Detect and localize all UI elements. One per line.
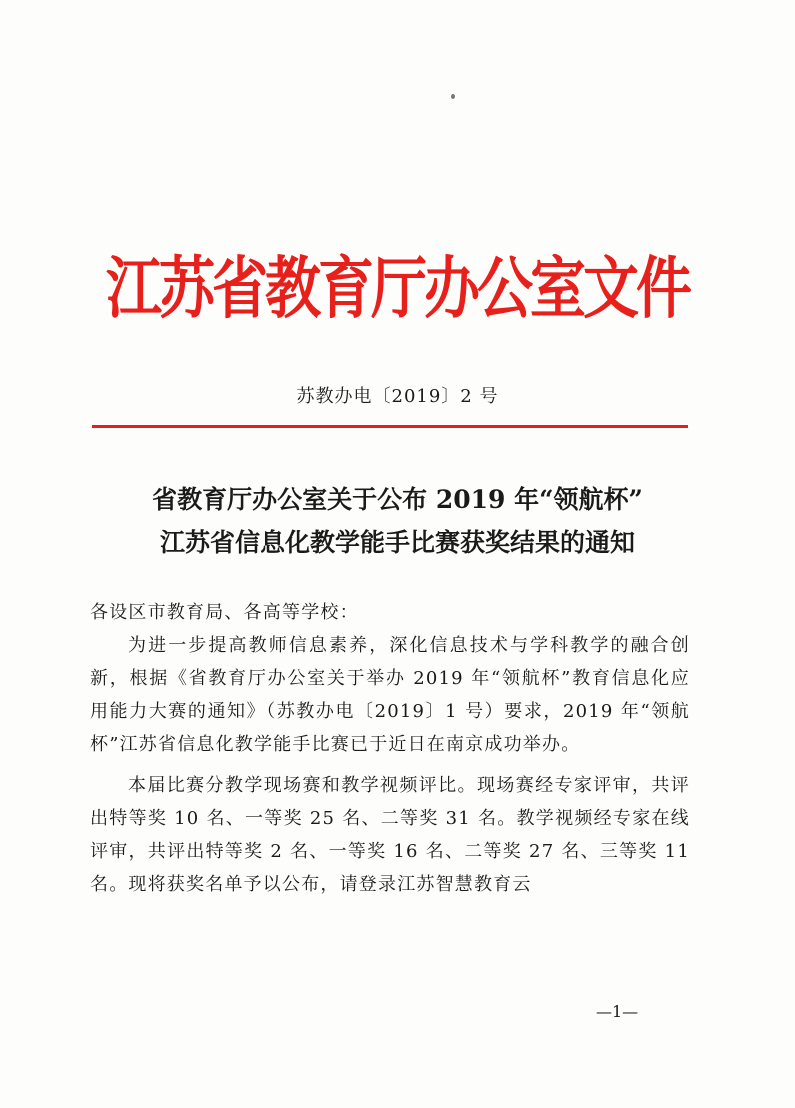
page-number: —1— bbox=[596, 1002, 639, 1021]
notice-body bbox=[90, 596, 690, 901]
notice-title-line-1: 省教育厅办公室关于公布 2019 年“领航杯” bbox=[152, 485, 643, 514]
body-paragraph-1: 为进一步提高教师信息素养，深化信息技术与学科教学的融合创新，根据《省教育厅办公室关于举办 2019 年“领航杯”教育信息化应用能力大赛的通知》（苏教办电〔2019〕1 号）要求，2019 年“领航杯”江苏省信息化教学能手比赛已于近日在南京成功举办。 bbox=[90, 635, 690, 755]
salutation: 各设区市教育局、各高等学校： bbox=[90, 602, 359, 623]
document-header-title: 江苏省教育厅办公室文件 bbox=[106, 250, 689, 329]
body-paragraph-2: 本届比赛分教学现场赛和教学视频评比。现场赛经专家评审，共评出特等奖 10 名、一等奖 25 名、二等奖 31 名。教学视频经专家在线评审，共评出特等奖 2 名、一等奖 16 名、二等奖 27 名、三等奖 11 名。现将获奖名单予以公布，请登录江苏智慧教育云 bbox=[90, 775, 690, 895]
red-divider-rule bbox=[92, 425, 688, 428]
scan-speck bbox=[451, 94, 455, 99]
notice-title-line-2: 江苏省信息化教学能手比赛获奖结果的通知 bbox=[159, 528, 635, 557]
document-number: 苏教办电〔2019〕2 号 bbox=[296, 386, 499, 407]
notice-title bbox=[0, 478, 795, 564]
